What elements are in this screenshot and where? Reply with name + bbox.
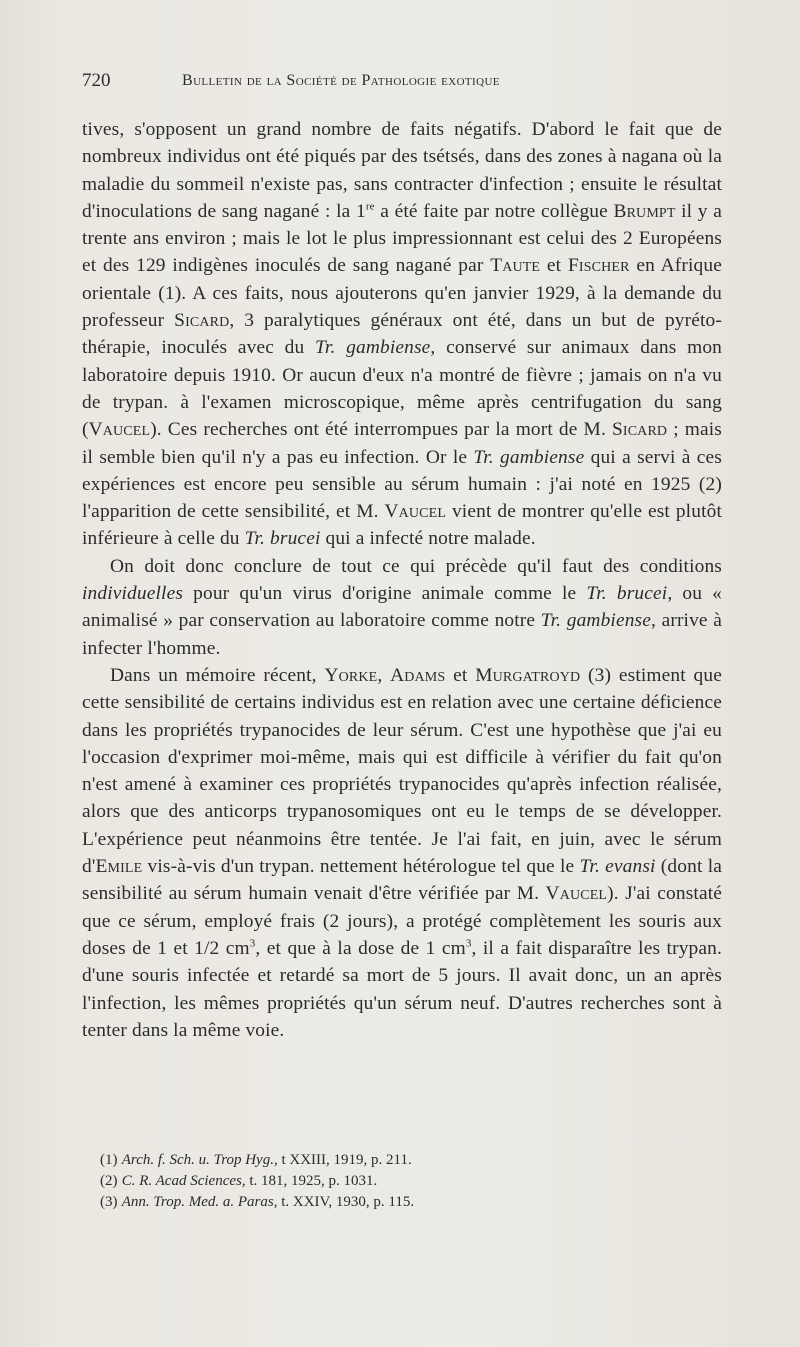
body-text bbox=[82, 116, 722, 1044]
footnotes bbox=[100, 1150, 720, 1213]
author-name: Yorke bbox=[324, 664, 378, 686]
author-name: Vaucel bbox=[88, 419, 151, 441]
running-title: Bulletin de la Société de Pathologie exotique bbox=[182, 72, 500, 89]
footnote-2: (2) C. R. Acad Sciences, t. 181, 1925, p. 1031. bbox=[100, 1173, 378, 1189]
paragraph-1: tives, s'opposent un grand nombre de faits négatifs. D'abord le fait que de nombreux individus ont été piqués par des tsétsés, dans des zones à nagana où la maladie du sommeil n'existe pas, sans contracter d'infection ; ensuite le résultat d'inoculations de sang nagané : la 1re a été faite par notre collègue Brumpt il y a trente ans environ ; mais le lot le plus impressionnant est celui des 2 Européens et des 129 indigènes inoculés de sang nagané par Taute et Fischer en Afrique orientale (1). A ces faits, nous ajouterons qu'en janvier 1929, à la demande du professeur Sicard, 3 paralytiques généraux ont été, dans un but de pyréto-thérapie, inoculés avec du Tr. gambiense, conservé sur animaux dans mon laboratoire depuis 1910. Or aucun d'eux n'a montré de fièvre ; jamais on n'a vu de trypan. à l'examen microscopique, même après centrifugation du sang (Vaucel). Ces recherches ont été interrompues par la mort de M. Sicard ; mais il semble bien qu'il n'y a pas eu infection. Or le Tr. gambiense qui a servi à ces expériences est encore peu sensible au sérum humain : j'ai noté en 1925 (2) l'apparition de cette sensibilité, et M. Vaucel vient de montrer qu'elle est plutôt inférieure à celle du Tr. brucei qui a infecté notre malade. bbox=[82, 119, 723, 550]
footnote-1: (1) Arch. f. Sch. u. Trop Hyg., t XXIII, 1919, p. 211. bbox=[100, 1152, 412, 1168]
paragraph-3: Dans un mémoire récent, Yorke, Adams et Murgatroyd (3) estiment que cette sensibilité de certains individus est en relation avec une certaine déficience dans les propriétés trypanocides de leur sérum. C'est une hypothèse que j'ai eu l'occasion d'exprimer moi-même, mais qui est difficile à vérifier du fait qu'on n'est amené à examiner ces propriétés trypanocides qu'après infection réalisée, alors que des anticorps trypanosomiques ont eu le temps de se développer. L'expérience peut néanmoins être tentée. Je l'ai fait, en juin, avec le sérum d'Emile vis-à-vis d'un trypan. nettement hétérologue tel que le Tr. evansi (dont la sensibilité au sérum humain venait d'être vérifiée par M. Vaucel). J'ai constaté que ce sérum, employé frais (2 jours), a protégé complètement les souris aux doses de 1 et 1/2 $cm^3$, et que à la dose de 1 $cm^3$, il a fait disparaître les trypan. d'une souris infectée et retardé sa mort de 5 jours. Il avait donc, un an après l'infection, les mêmes propriétés qu'un sérum neuf. D'autres recherches sont à tenter dans la même voie. bbox=[82, 664, 723, 1041]
page-number: 720 bbox=[82, 70, 111, 91]
author-name: Vaucel bbox=[545, 883, 608, 905]
author-name: Brumpt bbox=[613, 200, 676, 222]
author-name: Sicard bbox=[611, 419, 668, 441]
author-name: Sicard bbox=[174, 310, 230, 332]
footnote-3: (3) Ann. Trop. Med. a. Paras, t. XXIV, 1930, p. 115. bbox=[100, 1194, 415, 1210]
author-name: Murgatroyd bbox=[475, 664, 581, 686]
author-name: Taute bbox=[490, 255, 541, 277]
species-name: Tr. gambiense bbox=[473, 446, 585, 468]
paragraph-2: On doit donc conclure de tout ce qui précède qu'il faut des conditions individuelles pour qu'un virus d'origine animale comme le Tr. brucei, ou « animalisé » par conservation au laboratoire comme notre Tr. gambiense, arrive à infecter l'homme. bbox=[82, 555, 723, 659]
author-name: Adams bbox=[390, 664, 446, 686]
author-name: Vaucel bbox=[384, 501, 447, 523]
patient-name: Emile bbox=[95, 856, 143, 878]
species-name: Tr. gambiense bbox=[315, 337, 431, 359]
species-name: Tr. brucei bbox=[586, 583, 668, 605]
author-name: Fischer bbox=[567, 255, 630, 277]
emphasis: individuelles bbox=[82, 583, 184, 605]
page-header bbox=[82, 66, 722, 96]
species-name: Tr. evansi bbox=[579, 856, 656, 878]
species-name: Tr. brucei bbox=[244, 528, 321, 550]
species-name: Tr. gambiense bbox=[540, 610, 652, 632]
